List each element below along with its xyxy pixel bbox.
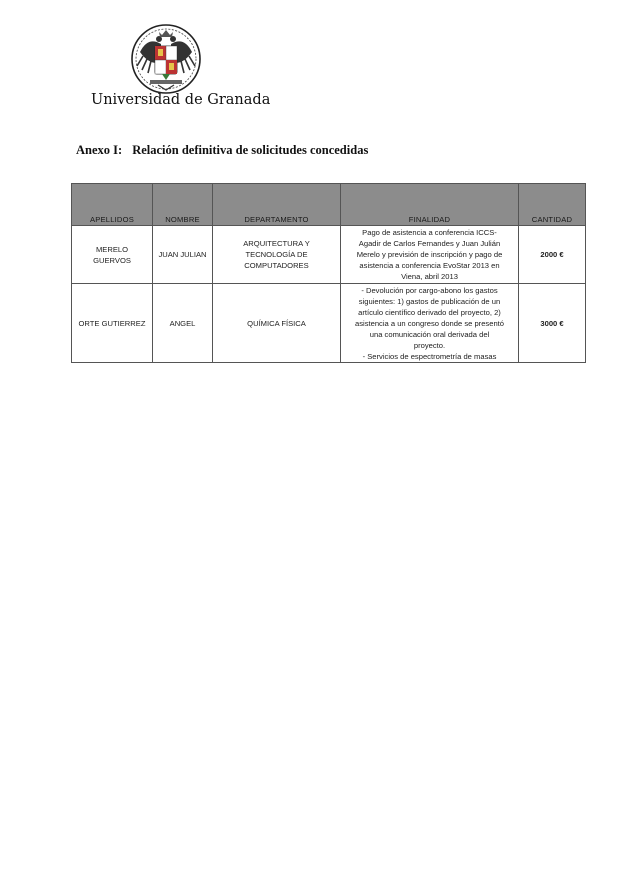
cell-line: Agadir de Carlos Fernandes y Juan Julián <box>358 239 501 248</box>
cell-line: QUÍMICA FÍSICA <box>247 318 306 328</box>
cell-line: ORTE GUTIERREZ <box>78 318 146 328</box>
cell-line: COMPUTADORES <box>244 261 309 270</box>
cell-nombre <box>153 226 213 284</box>
cell-apellidos <box>72 284 153 363</box>
cell-cantidad: 3000 € <box>519 284 586 363</box>
annex-title: Relación definitiva de solicitudes concedidas <box>132 143 369 157</box>
cell-apellidos <box>72 226 153 284</box>
column-header-finalidad: FINALIDAD <box>341 184 519 226</box>
cell-departamento <box>213 226 341 284</box>
column-header-nombre: NOMBRE <box>153 184 213 226</box>
cell-line: MERELO <box>95 244 129 254</box>
grants-table <box>71 183 586 363</box>
cell-line: ANGEL <box>169 318 196 328</box>
cell-line: Viena, abril 2013 <box>401 272 458 281</box>
cell-line: proyecto. <box>413 340 446 350</box>
cell-line: Pago de asistencia a conferencia ICCS- <box>362 228 497 237</box>
annex-label: Anexo I: <box>76 143 123 157</box>
column-header-apellidos: APELLIDOS <box>72 184 153 226</box>
cell-line: asistencia a conferencia EvoStar 2013 en <box>359 261 500 270</box>
table-row <box>72 226 586 284</box>
university-logo <box>128 22 204 96</box>
cell-finalidad <box>341 284 519 363</box>
cell-line: - Devolución por cargo-abono los gastos <box>361 285 498 295</box>
cell-line: TECNOLOGÍA DE <box>245 250 308 259</box>
cell-line: GUERVOS <box>93 255 131 265</box>
coat-of-arms-icon <box>128 22 204 96</box>
column-header-cantidad: CANTIDAD <box>519 184 586 226</box>
cell-nombre <box>153 284 213 363</box>
cell-departamento <box>213 284 341 363</box>
cell-line: - Servicios de espectrometría de masas <box>362 351 497 361</box>
cell-line: una comunicación oral derivada del <box>369 329 490 339</box>
cell-line: Merelo y previsión de inscripción y pago de <box>356 250 503 259</box>
column-header-departamento: DEPARTAMENTO <box>213 184 341 226</box>
cell-line: artículo científico derivado del proyecto, 2) <box>358 307 501 317</box>
cell-line: ARQUITECTURA Y <box>243 239 310 248</box>
cell-line: asistencia a un congreso donde se presentó <box>354 318 505 328</box>
table-row <box>72 284 586 363</box>
cell-finalidad <box>341 226 519 284</box>
annex-heading <box>76 143 368 158</box>
cell-line: siguientes: 1) gastos de publicación de un <box>358 296 501 306</box>
cell-line: JUAN JULIAN <box>158 250 207 259</box>
university-name: Universidad de Granada <box>91 92 271 108</box>
cell-cantidad: 2000 € <box>519 226 586 284</box>
table-header-row <box>72 184 586 226</box>
